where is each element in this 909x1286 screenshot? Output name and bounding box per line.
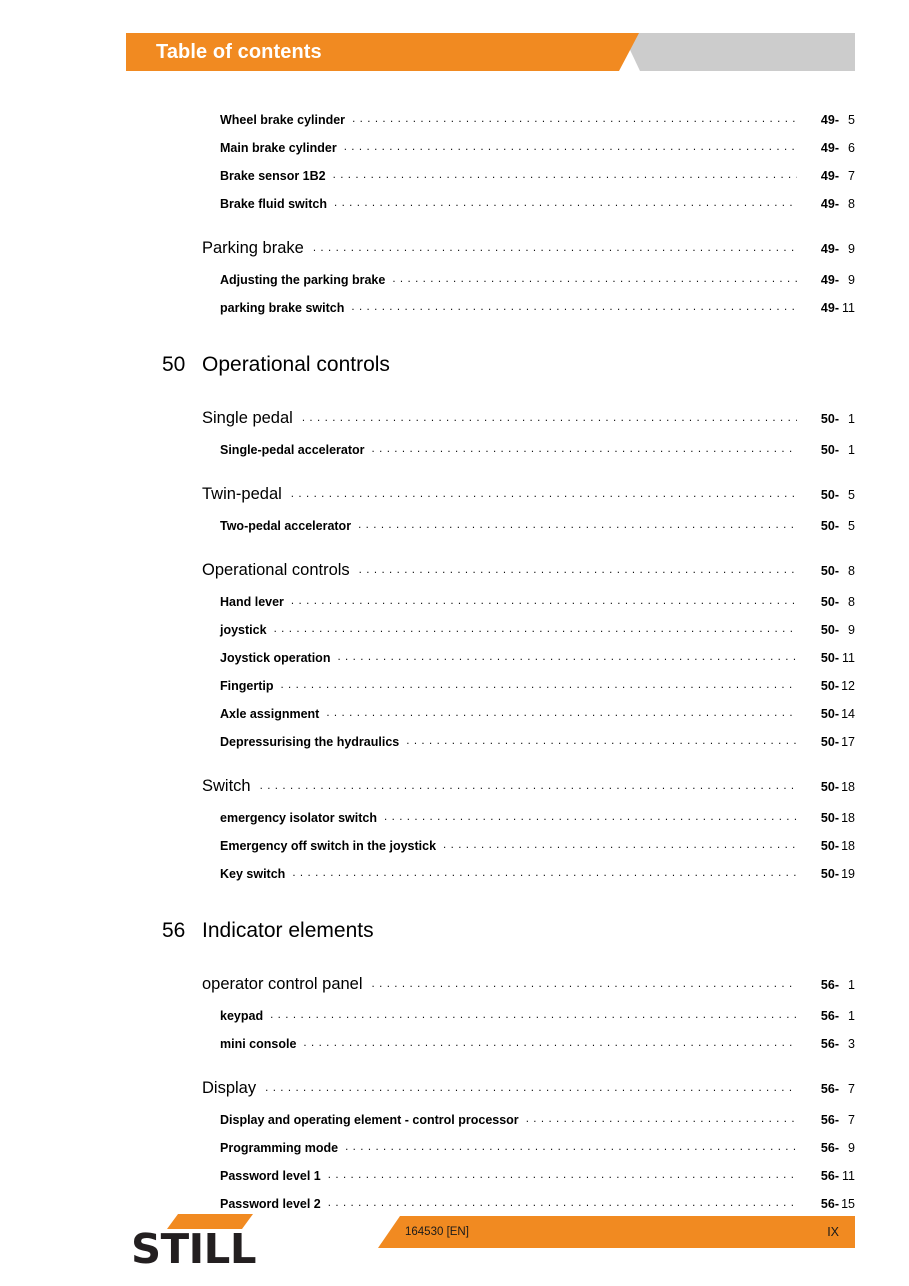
toc-entry-page-number: 6 <box>848 141 855 155</box>
toc-entry-label: Programming mode <box>220 1141 339 1155</box>
page-title: Table of contents <box>156 41 322 63</box>
dot-leader <box>359 563 797 575</box>
toc-entry-page <box>797 707 909 721</box>
toc-entry[interactable] <box>0 485 909 518</box>
toc-entry-chapter-prefix: 56- <box>820 978 839 992</box>
toc-entry-label: Adjusting the parking brake <box>220 273 386 287</box>
dot-leader <box>344 140 797 152</box>
toc-entry-label: Brake fluid switch <box>220 197 327 211</box>
toc-entry-page-number: 8 <box>848 564 855 578</box>
toc-entry[interactable] <box>0 734 909 762</box>
logo-wordmark: STILL <box>131 1225 256 1273</box>
toc-entry-label: Parking brake <box>202 239 304 257</box>
section-spacer <box>0 546 909 561</box>
toc-entry-page <box>797 623 909 637</box>
toc-entry-page-number: 18 <box>841 811 855 825</box>
section-spacer <box>0 762 909 777</box>
toc-entry-page-number: 9 <box>848 242 855 256</box>
dot-leader <box>334 196 797 208</box>
dot-leader <box>345 1140 797 1152</box>
toc-entry[interactable] <box>0 168 909 196</box>
toc-entry-chapter-prefix: 50- <box>820 488 839 502</box>
toc-entry-chapter-prefix: 50- <box>820 595 839 609</box>
toc-entry-label: Display and operating element - control processor <box>220 1113 519 1127</box>
dot-leader <box>392 272 797 284</box>
toc-entry[interactable] <box>0 1036 909 1064</box>
toc-entry[interactable] <box>0 1112 909 1140</box>
toc-entry-page <box>797 301 909 315</box>
section-spacer <box>0 224 909 239</box>
toc-entry-label: joystick <box>220 623 267 637</box>
toc-entry-page-number: 5 <box>848 113 855 127</box>
toc-entry-page <box>797 1113 909 1127</box>
toc-entry-page <box>797 169 909 183</box>
toc-entry[interactable] <box>0 622 909 650</box>
toc-entry-label: Display <box>202 1079 257 1097</box>
toc-entry-page-number: 9 <box>848 273 855 287</box>
section-spacer <box>0 894 909 916</box>
toc-entry-page <box>797 978 909 992</box>
dot-leader <box>260 779 797 791</box>
toc-entry-chapter-prefix: 49- <box>820 273 839 287</box>
toc-entry[interactable] <box>0 300 909 328</box>
dot-leader <box>406 734 797 746</box>
toc-entry-label: Wheel brake cylinder <box>220 113 346 127</box>
toc-entry-page-number: 3 <box>848 1037 855 1051</box>
toc-entry[interactable] <box>0 140 909 168</box>
toc-entry-page-number: 17 <box>841 735 855 749</box>
toc-entry-page-number: 15 <box>841 1197 855 1211</box>
toc-entry[interactable] <box>0 810 909 838</box>
toc-entry-page-number: 9 <box>848 1141 855 1155</box>
dot-leader <box>291 594 797 606</box>
toc-entry-label: Password level 2 <box>220 1197 321 1211</box>
dot-leader <box>372 977 797 989</box>
toc-entry-page <box>797 595 909 609</box>
toc-entry-chapter-prefix: 49- <box>820 169 839 183</box>
toc-entry-page <box>797 273 909 287</box>
chapter-title: Indicator elements <box>202 919 374 942</box>
toc-entry-chapter-prefix: 50- <box>820 443 839 457</box>
toc-entry-page-number: 1 <box>848 1009 855 1023</box>
toc-entry-label: mini console <box>220 1037 297 1051</box>
toc-entry-label: Password level 1 <box>220 1169 321 1183</box>
toc-entry[interactable] <box>0 866 909 894</box>
toc-entry-label: Fingertip <box>220 679 274 693</box>
toc-entry-chapter-prefix: 56- <box>820 1169 839 1183</box>
toc-entry-label: parking brake switch <box>220 301 345 315</box>
toc-entry-page-number: 7 <box>848 169 855 183</box>
toc-entry-page <box>797 412 909 426</box>
toc-entry-label: Hand lever <box>220 595 284 609</box>
toc-entry-page-number: 11 <box>842 651 855 665</box>
toc-entry-page <box>797 1169 909 1183</box>
toc-entry-page-number: 5 <box>848 519 855 533</box>
toc-entry-page <box>797 867 909 881</box>
chapter-number: 50 <box>162 353 186 376</box>
toc-entry-chapter-prefix: 56- <box>820 1082 839 1096</box>
toc-entry-chapter-prefix: 49- <box>820 141 839 155</box>
toc-entry-label: Single-pedal accelerator <box>220 443 365 457</box>
toc-entry-page-number: 18 <box>841 780 855 794</box>
toc-entry-chapter-prefix: 56- <box>820 1197 839 1211</box>
toc-chapter-heading[interactable] <box>0 350 909 394</box>
toc-entry-chapter-prefix: 56- <box>820 1113 839 1127</box>
toc-entry-page <box>797 1009 909 1023</box>
document-number: 164530 [EN] <box>405 1226 469 1238</box>
toc-entry-chapter-prefix: 50- <box>820 679 839 693</box>
toc-entry-page-number: 11 <box>842 1169 855 1183</box>
toc-entry-chapter-prefix: 50- <box>820 519 839 533</box>
toc-entry-page-number: 8 <box>848 197 855 211</box>
toc-entry-page <box>797 564 909 578</box>
toc-entry-chapter-prefix: 50- <box>820 412 839 426</box>
toc-entry-chapter-prefix: 56- <box>820 1037 839 1051</box>
toc-entry-page-number: 14 <box>841 707 855 721</box>
toc-entry-chapter-prefix: 56- <box>820 1009 839 1023</box>
dot-leader <box>358 518 797 530</box>
dot-leader <box>270 1008 797 1020</box>
toc-entry-chapter-prefix: 49- <box>820 113 839 127</box>
toc-entry-label: emergency isolator switch <box>220 811 378 825</box>
toc-entry-page <box>797 242 909 256</box>
toc-entry-label: Joystick operation <box>220 651 331 665</box>
toc-entry[interactable] <box>0 442 909 470</box>
toc-entry-label: Main brake cylinder <box>220 141 337 155</box>
dot-leader <box>274 622 797 634</box>
toc-entry[interactable] <box>0 239 909 272</box>
toc-entry-page <box>797 839 909 853</box>
toc-entry-chapter-prefix: 50- <box>820 839 839 853</box>
toc-entry-page <box>797 780 909 794</box>
dot-leader <box>384 810 797 822</box>
toc-entry-chapter-prefix: 56- <box>820 1141 839 1155</box>
dot-leader <box>337 650 797 662</box>
toc-entry-chapter-prefix: 50- <box>820 811 839 825</box>
toc-entry-page-number: 19 <box>841 867 855 881</box>
chapter-title: Operational controls <box>202 353 390 376</box>
page-footer <box>0 1194 909 1286</box>
section-spacer <box>0 1064 909 1079</box>
toc-entry-page-number: 7 <box>848 1113 855 1127</box>
toc-entry[interactable] <box>0 1168 909 1196</box>
section-spacer <box>0 960 909 975</box>
toc-entry[interactable] <box>0 561 909 594</box>
toc-entry-chapter-prefix: 50- <box>820 623 839 637</box>
table-of-contents <box>0 112 909 1224</box>
toc-entry-label: Axle assignment <box>220 707 320 721</box>
toc-entry-label: Brake sensor 1B2 <box>220 169 326 183</box>
dot-leader <box>265 1081 797 1093</box>
toc-entry-page <box>797 651 909 665</box>
chapter-number: 56 <box>162 919 186 942</box>
dot-leader <box>372 442 797 454</box>
toc-entry[interactable] <box>0 409 909 442</box>
toc-entry[interactable] <box>0 594 909 622</box>
toc-entry[interactable] <box>0 975 909 1008</box>
toc-entry[interactable] <box>0 1008 909 1036</box>
toc-entry-chapter-prefix: 50- <box>820 651 839 665</box>
footer-page-number: IX <box>827 1225 839 1239</box>
toc-entry[interactable] <box>0 1079 909 1112</box>
toc-entry-label: Key switch <box>220 867 286 881</box>
toc-entry[interactable] <box>0 706 909 734</box>
toc-entry-page <box>797 735 909 749</box>
toc-entry-label: keypad <box>220 1009 264 1023</box>
dot-leader <box>280 678 797 690</box>
dot-leader <box>443 838 797 850</box>
toc-entry-page <box>797 679 909 693</box>
page-header <box>126 33 855 71</box>
toc-entry-page-number: 12 <box>841 679 855 693</box>
section-spacer <box>0 470 909 485</box>
toc-entry-page <box>797 519 909 533</box>
toc-entry-page-number: 1 <box>848 412 855 426</box>
dot-leader <box>328 1168 797 1180</box>
toc-entry-page-number: 5 <box>848 488 855 502</box>
toc-entry[interactable] <box>0 1140 909 1168</box>
toc-entry-page-number: 7 <box>848 1082 855 1096</box>
toc-entry[interactable] <box>0 838 909 866</box>
section-spacer <box>0 394 909 409</box>
dot-leader <box>326 706 797 718</box>
toc-entry-page <box>797 113 909 127</box>
toc-entry-page <box>797 811 909 825</box>
toc-entry-label: Depressurising the hydraulics <box>220 735 400 749</box>
toc-entry-page-number: 1 <box>848 443 855 457</box>
toc-entry-page <box>797 1082 909 1096</box>
toc-chapter-heading[interactable] <box>0 916 909 960</box>
toc-entry[interactable] <box>0 518 909 546</box>
toc-entry-label: Two-pedal accelerator <box>220 519 352 533</box>
toc-entry[interactable] <box>0 777 909 810</box>
toc-entry-page <box>797 488 909 502</box>
toc-entry-page <box>797 1141 909 1155</box>
toc-entry-label: operator control panel <box>202 975 363 993</box>
dot-leader <box>526 1112 797 1124</box>
dot-leader <box>351 300 797 312</box>
toc-entry-label: Switch <box>202 777 251 795</box>
dot-leader <box>302 411 797 423</box>
toc-entry-label: Emergency off switch in the joystick <box>220 839 437 853</box>
toc-entry-page <box>797 141 909 155</box>
toc-entry-page <box>797 443 909 457</box>
toc-entry[interactable] <box>0 272 909 300</box>
dot-leader <box>291 487 797 499</box>
dot-leader <box>352 112 797 124</box>
toc-entry[interactable] <box>0 650 909 678</box>
dot-leader <box>292 866 797 878</box>
toc-entry-page-number: 18 <box>841 839 855 853</box>
toc-entry-page <box>797 197 909 211</box>
toc-entry-chapter-prefix: 49- <box>820 301 839 315</box>
dot-leader <box>333 168 797 180</box>
dot-leader <box>303 1036 797 1048</box>
toc-entry-page-number: 1 <box>848 978 855 992</box>
toc-entry-chapter-prefix: 50- <box>820 564 839 578</box>
toc-entry-chapter-prefix: 50- <box>820 707 839 721</box>
toc-entry-label: Operational controls <box>202 561 350 579</box>
toc-entry[interactable] <box>0 112 909 140</box>
toc-entry-page-number: 11 <box>842 301 855 315</box>
toc-entry-label: Single pedal <box>202 409 293 427</box>
toc-entry-chapter-prefix: 50- <box>820 867 839 881</box>
toc-entry-page-number: 8 <box>848 595 855 609</box>
toc-entry-chapter-prefix: 49- <box>820 242 839 256</box>
toc-entry-chapter-prefix: 50- <box>820 780 839 794</box>
dot-leader <box>313 241 797 253</box>
toc-entry[interactable] <box>0 196 909 224</box>
toc-entry-label: Twin-pedal <box>202 485 282 503</box>
section-spacer <box>0 328 909 350</box>
toc-entry[interactable] <box>0 678 909 706</box>
toc-entry-page-number: 9 <box>848 623 855 637</box>
toc-entry-page <box>797 1037 909 1051</box>
toc-entry-chapter-prefix: 49- <box>820 197 839 211</box>
toc-entry-chapter-prefix: 50- <box>820 735 839 749</box>
